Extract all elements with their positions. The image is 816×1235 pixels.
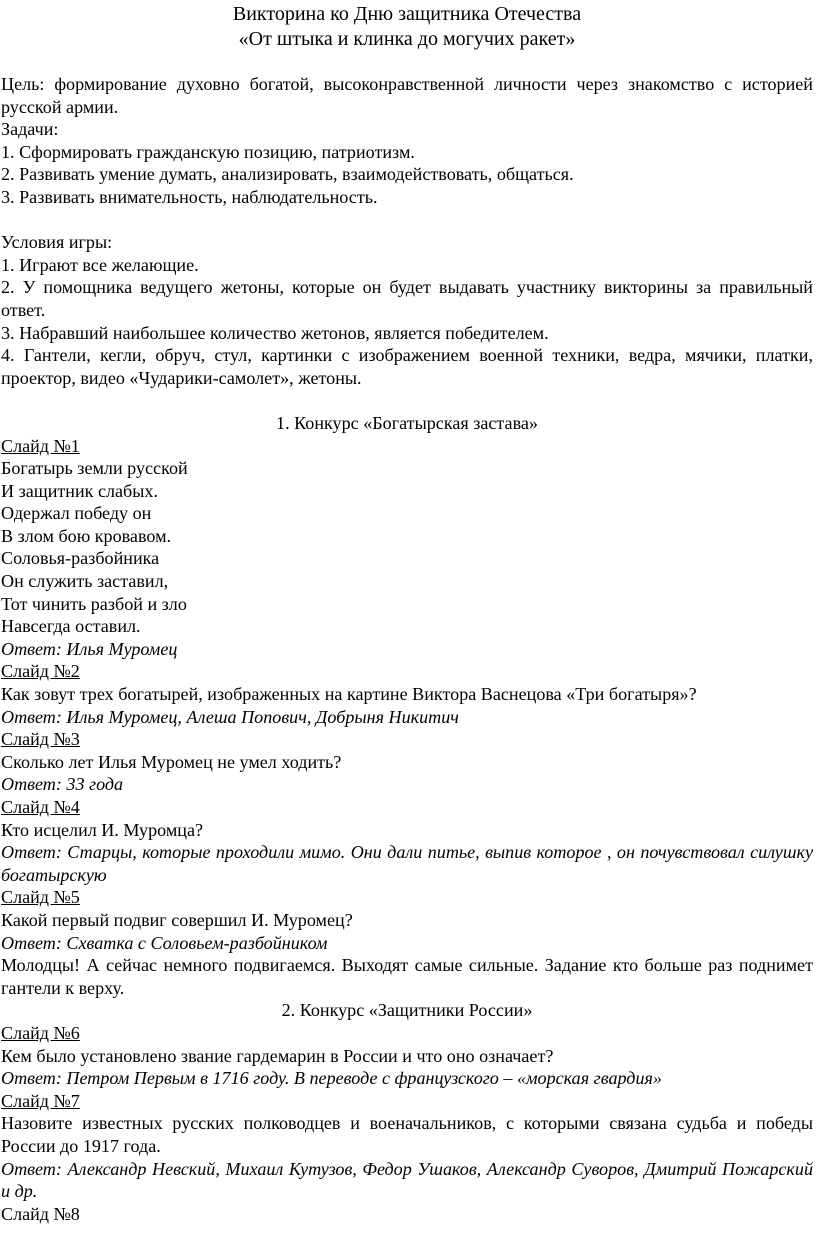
slide-label: Слайд №2 — [1, 661, 80, 682]
slide-label: Слайд №4 — [1, 797, 80, 817]
goal-paragraph: Цель: формирование духовно богатой, высоконравственной личности через знакомство с историей русской армии. — [1, 74, 813, 117]
spacer — [1, 209, 813, 232]
title-block — [1, 2, 813, 51]
contest1-outro: Молодцы! А сейчас немного подвигаемся. Выходят самые сильные. Задание кто больше раз поднимет гантели к верху. — [1, 955, 813, 998]
riddle-line: Он служить заставил, — [1, 571, 169, 592]
contest2-title: 2. Конкурс «Защитники России» — [281, 1000, 533, 1021]
conditions-heading: Условия игры: — [1, 232, 113, 253]
task-item: 2. Развивать умение думать, анализировать, взаимодействовать, общаться. — [1, 164, 574, 185]
page-title: Викторина ко Дню защитника Отечества — [232, 3, 582, 25]
condition-item: 1. Играют все желающие. — [1, 254, 199, 275]
slide-label: Слайд №3 — [1, 729, 80, 750]
page-subtitle: «От штыка и клинка до могучих ракет» — [238, 27, 576, 50]
tasks-heading: Задачи: — [1, 119, 59, 140]
condition-item: 4. Гантели, кегли, обруч, стул, картинки с изображением военной техники, ведра, мячики, платки, проектор, видео «Чударики-самолет», жетоны. — [1, 345, 813, 388]
question-text: Кем было установлено звание гардемарин в России и что оно означает? — [1, 1045, 554, 1066]
question-text: Как зовут трех богатырей, изображенных на картине Виктора Васнецова «Три богатыря»? — [1, 684, 697, 705]
slide-label: Слайд №1 — [1, 435, 80, 456]
answer-text: Ответ: Схватка с Соловьем-разбойником — [1, 932, 328, 953]
condition-item: 2. У помощника ведущего жетоны, которые он будет выдавать участнику викторины за правильный ответ. — [1, 277, 813, 320]
slide-label: Слайд №5 — [1, 887, 80, 908]
answer-text: Ответ: Илья Муромец, Алеша Попович, Добрыня Никитич — [1, 706, 459, 727]
answer-text: Ответ: 33 года — [1, 774, 124, 795]
question-text: Назовите известных русских полководцев и военачальников, с которыми связана судьба и победы России до 1917 года. — [1, 1113, 813, 1156]
question-text: Какой первый подвиг совершил И. Муромец? — [1, 909, 353, 930]
slide-label: Слайд №8 — [1, 1203, 80, 1224]
task-item: 3. Развивать внимательность, наблюдательность. — [1, 186, 378, 207]
riddle-line: Навсегда оставил. — [1, 616, 141, 637]
riddle-line: Одержал победу он — [1, 503, 152, 524]
slide-label: Слайд №6 — [1, 1022, 80, 1043]
slide-label: Слайд №7 — [1, 1090, 80, 1111]
riddle-line: Тот чинить разбой и зло — [1, 593, 187, 614]
answer-text: Ответ: Илья Муромец — [1, 638, 178, 659]
riddle-line: В злом бою кровавом. — [1, 525, 172, 546]
riddle-line: Соловья-разбойника — [1, 548, 160, 569]
question-text: Кто исцелил И. Муромца? — [1, 819, 204, 840]
answer-text: Ответ: Старцы, которые проходили мимо. Они дали питье, выпив которое , он почувствовал силушку богатырскую — [1, 842, 813, 885]
task-item: 1. Сформировать гражданскую позицию, патриотизм. — [1, 141, 415, 162]
riddle-line: Богатырь земли русской — [1, 458, 188, 479]
riddle-line: И защитник слабых. — [1, 480, 158, 501]
answer-text: Ответ: Александр Невский, Михаил Кутузов, Федор Ушаков, Александр Суворов, Дмитрий Пожарский и др. — [1, 1158, 813, 1202]
question-text: Сколько лет Илья Муромец не умел ходить? — [1, 751, 342, 772]
answer-text: Ответ: Петром Первым в 1716 году. В переводе с французского – «морская гвардия» — [1, 1068, 662, 1089]
condition-item: 3. Набравший наибольшее количество жетонов, является победителем. — [1, 322, 549, 343]
contest1-title: 1. Конкурс «Богатырская застава» — [276, 412, 538, 433]
spacer — [1, 389, 813, 412]
